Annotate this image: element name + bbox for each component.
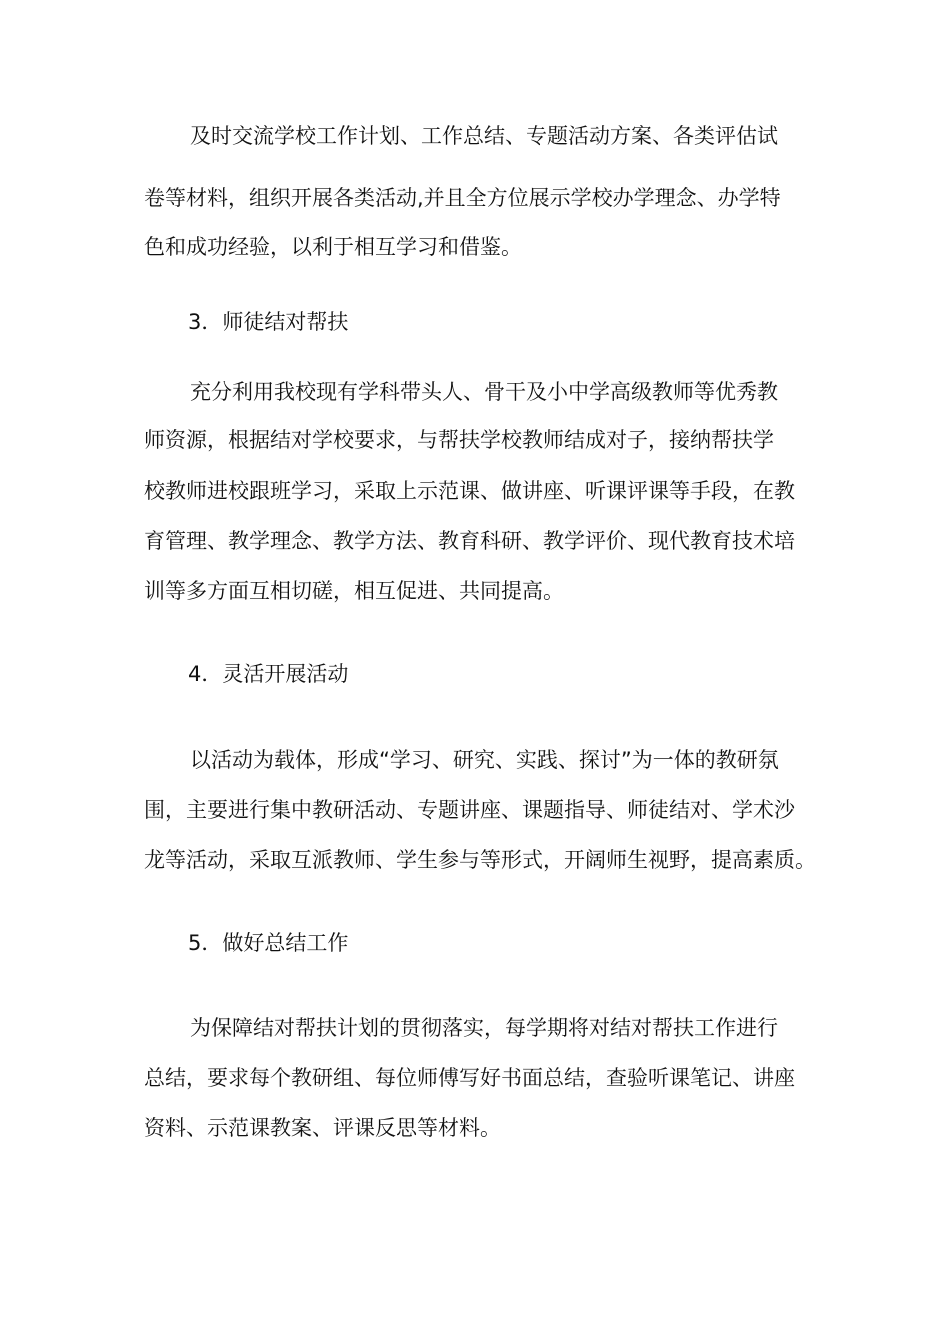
section-heading: 5．做好总结工作 [188, 931, 349, 955]
paragraph-line: 及时交流学校工作计划、工作总结、专题活动方案、各类评估试 [190, 124, 778, 148]
paragraph-line: 总结，要求每个教研组、每位师傅写好书面总结，查验听课笔记、讲座 [144, 1066, 795, 1090]
paragraph-line: 龙等活动，采取互派教师、学生参与等形式，开阔师生视野，提高素质。 [144, 848, 816, 872]
section-heading: 3．师徒结对帮扶 [188, 310, 349, 334]
paragraph-line: 围，主要进行集中教研活动、专题讲座、课题指导、师徒结对、学术沙 [144, 798, 795, 822]
paragraph-line: 校教师进校跟班学习，采取上示范课、做讲座、听课评课等手段，在教 [144, 479, 795, 503]
paragraph-line: 育管理、教学理念、教学方法、教育科研、教学评价、现代教育技术培 [144, 529, 795, 553]
paragraph-line: 为保障结对帮扶计划的贯彻落实，每学期将对结对帮扶工作进行 [190, 1016, 778, 1040]
paragraph-line: 色和成功经验，以利于相互学习和借鉴。 [144, 235, 522, 259]
section-heading: 4．灵活开展活动 [188, 662, 349, 686]
paragraph-line: 卷等材料，组织开展各类活动,并且全方位展示学校办学理念、办学特 [144, 186, 781, 210]
paragraph-line: 训等多方面互相切磋，相互促进、共同提高。 [144, 579, 564, 603]
paragraph-line: 充分利用我校现有学科带头人、骨干及小中学高级教师等优秀教 [190, 380, 778, 404]
paragraph-line: 师资源，根据结对学校要求，与帮扶学校教师结成对子，接纳帮扶学 [144, 428, 774, 452]
paragraph-line: 以活动为载体，形成“学习、研究、实践、探讨”为一体的教研氛 [190, 748, 779, 772]
paragraph-line: 资料、示范课教案、评课反思等材料。 [144, 1116, 501, 1140]
